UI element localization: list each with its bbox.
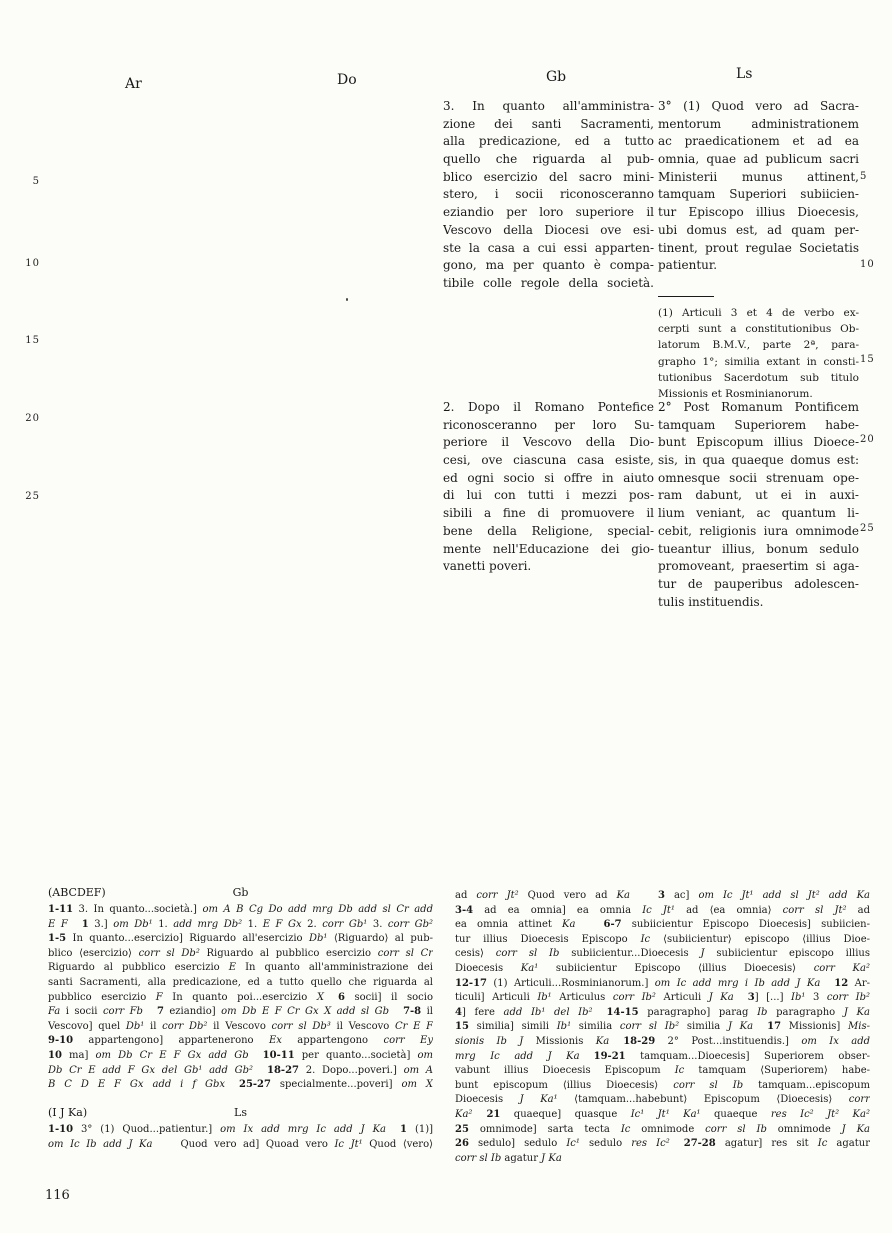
text-line: sis, in qua quaeque domus est:: [658, 453, 859, 468]
text-line: 10 ma] om Db Cr E F Gx add Gb 10-11 per quanto...società] om: [48, 1049, 433, 1061]
text-line: Ka² 21 quaeque] quasque Ic¹ Jt¹ Ka¹ quaeque res Ic² Jt² Ka²: [455, 1108, 870, 1120]
text-line: grapho 1°; similia extant in consti-: [658, 355, 859, 368]
text-line: sibili a fine di promuovere il: [443, 506, 654, 521]
text-line: 2. Dopo il Romano Pontefice: [443, 400, 654, 414]
line-number-right-10: 10: [860, 259, 875, 270]
line-number-right-15: 15: [860, 354, 875, 365]
text-line: lium veniant, ac quantum li-: [658, 506, 859, 521]
text-line: stero, i socii riconosceranno: [443, 187, 654, 202]
line-number-left-10: 10: [25, 258, 40, 269]
text-line: Vescovo] quel Db¹ il corr Db² il Vescovo corr sl Db³ il Vescovo Cr E F: [48, 1020, 433, 1032]
text-line: gono, ma per quanto è compa-: [443, 258, 654, 273]
apparatus-ls-header: [48, 1106, 433, 1123]
text-line: bene della Religione, special-: [443, 523, 654, 538]
column-header-ar: Ar: [125, 76, 142, 92]
text-line: 3-4 ad ea omnia] ea omnia Ic Jt¹ ad ⟨ea omnia⟩ corr sl Jt² ad: [455, 904, 870, 916]
text-line: ea omnia attinet Ka 6-7 subiicientur Episcopo Dioecesis] subiicien-: [455, 919, 870, 931]
line-number-left-25: 25: [25, 491, 40, 502]
text-line: ticuli] Articuli Ib¹ Articulus corr Ib² Articuli J Ka 3] [...] Ib¹ 3 corr Ib²: [455, 992, 870, 1004]
apparatus-right-column: [455, 889, 870, 1166]
text-line: tinent, prout regulae Societatis: [658, 240, 859, 255]
text-line: mente nell'Educazione dei gio-: [443, 541, 654, 556]
text-line: blico ⟨esercizio⟩ corr sl Db² Riguardo al pubblico esercizio corr sl Cr: [48, 947, 433, 959]
text-line: sionis Ib J Missionis Ka 18-29 2° Post...instituendis.] om Ix add: [455, 1035, 870, 1047]
text-line: 4] fere add Ib¹ del Ib² 14-15 paragrapho] parag Ib paragrapho J Ka: [455, 1006, 870, 1018]
text-line: tueantur illius, bonum sedulo: [658, 541, 859, 556]
text-line: bunt Episcopum illius Dioece-: [658, 435, 859, 450]
line-number-left-20: 20: [25, 413, 40, 424]
text-line: (1) Articuli 3 et 4 de verbo ex-: [658, 307, 859, 319]
apparatus-ls-siglum: Ls: [234, 1106, 247, 1119]
text-line: promoveant, praesertim si aga-: [658, 559, 859, 574]
apparatus-gb-siglum: Gb: [232, 886, 249, 899]
text-line: blico esercizio del sacro mini-: [443, 169, 654, 184]
text-line: Riguardo al pubblico esercizio E In quanto all'amministrazione dei: [48, 962, 433, 974]
apparatus-gb-header: [48, 886, 433, 903]
text-line: cesi, ove ciascuna casa esiste,: [443, 453, 654, 468]
text-line: 15 similia] simili Ib¹ similia corr sl Ib² similia J Ka 17 Missionis] Mis-: [455, 1021, 870, 1033]
text-line: tur illius Dioecesis Episcopo Ic ⟨subiicientur⟩ episcopo ⟨illius Dioe-: [455, 933, 870, 945]
text-line: omnia, quae ad publicum sacri: [658, 152, 859, 167]
text-line: 25 omnimode] sarta tecta Ic omnimode corr sl Ib omnimode J Ka: [455, 1123, 870, 1135]
text-line: tamquam Superiori subiicien-: [658, 187, 859, 202]
apparatus-ls-entries: [48, 1123, 433, 1152]
ls-paragraph-3: [658, 98, 859, 275]
text-line: B C D E F Gx add i f Gbx 25-27 specialmente...poveri] om X: [48, 1079, 433, 1091]
text-line: Ministerii munus attinent,: [658, 169, 859, 184]
text-line: vanetti poveri.: [443, 559, 532, 574]
text-line: cesis⟩ corr sl Ib subiicientur...Dioecesis J subiicientur episcopo illius: [455, 948, 870, 960]
text-line: eziandio per loro superiore il: [443, 205, 654, 220]
line-number-left-15: 15: [25, 335, 40, 346]
gb-paragraph-3: [443, 98, 654, 293]
text-line: alla predicazione, ed a tutto: [443, 134, 654, 149]
line-number-right-25: 25: [860, 523, 875, 534]
text-line: omnesque socii strenuam ope-: [658, 470, 859, 485]
text-line: periore il Vescovo della Dio-: [443, 435, 654, 450]
text-line: 1-11 3. In quanto...società.] om A B Cg Do add mrg Db add sl Cr add: [48, 904, 433, 915]
text-line: corr sl Ib agatur J Ka: [455, 1152, 562, 1164]
line-number-left-5: 5: [32, 176, 40, 187]
text-line: Dioecesis Ka¹ subiicientur Episcopo ⟨illius Dioecesis⟩ corr Ka²: [455, 962, 870, 974]
text-line: om Ic Ib add J Ka Quod vero ad] Quoad vero Ic Jt¹ Quod ⟨vero⟩: [48, 1138, 433, 1150]
footnote-separator: [658, 296, 714, 297]
text-line: quello che riguarda al pub-: [443, 152, 654, 167]
text-line: tur Episcopo illius Dioecesis,: [658, 205, 859, 220]
text-line: 3° (1) Quod vero ad Sacra-: [658, 99, 859, 113]
apparatus-ls-block: [48, 1106, 433, 1152]
apparatus-ls-witness-list: (I J Ka): [48, 1106, 88, 1119]
text-line: tur de pauperibus adolescen-: [658, 576, 859, 591]
ls-footnote: [658, 305, 859, 402]
apparatus-gb-witness-list: (ABCDEF): [48, 886, 106, 899]
ink-dot: [346, 298, 348, 301]
text-line: tulis instituendis.: [658, 594, 764, 609]
ls-paragraph-2: [658, 399, 859, 611]
text-line: Dioecesis J Ka¹ ⟨tamquam...habebunt⟩ Episcopum ⟨Dioecesis⟩ corr: [455, 1094, 870, 1106]
text-line: pubblico esercizio F In quanto poi...esercizio X 6 socii] il socio: [48, 991, 433, 1003]
text-line: latorum B.M.V., parte 2ª, para-: [658, 339, 859, 352]
apparatus-gb-block: [48, 886, 433, 1093]
column-header-ls: Ls: [736, 66, 753, 82]
text-line: tutionibus Sacerdotum sub titulo: [658, 371, 859, 384]
text-line: 2° Post Romanum Pontificem: [658, 400, 859, 414]
text-line: riconosceranno per loro Su-: [443, 417, 654, 432]
page-number: 116: [45, 1188, 70, 1203]
column-header-do: Do: [337, 72, 357, 88]
text-line: tamquam Superiorem habe-: [658, 417, 859, 432]
text-line: zione dei santi Sacramenti,: [443, 116, 654, 131]
line-number-right-5: 5: [860, 171, 868, 182]
text-line: 1-10 3° (1) Quod...patientur.] om Ix add mrg Ic add J Ka 1 (1)]: [48, 1124, 433, 1135]
text-line: 12-17 (1) Articuli...Rosminianorum.] om Ic add mrg i Ib add J Ka 12 Ar-: [455, 977, 870, 989]
text-line: bunt episcopum ⟨illius Dioecesis⟩ corr sl Ib tamquam...episcopum: [455, 1079, 870, 1091]
text-line: 3. In quanto all'amministra-: [443, 99, 654, 113]
text-line: 26 sedulo] sedulo Ic¹ sedulo res Ic² 27-28 agatur] res sit Ic agatur: [455, 1138, 870, 1150]
text-line: Missionis et Rosminianorum.: [658, 387, 813, 400]
text-line: patientur.: [658, 258, 718, 273]
text-line: ste la casa a cui essi apparten-: [443, 240, 654, 255]
text-line: cebit, religionis iura omnimode: [658, 523, 859, 538]
text-line: ed ogni socio si offre in aiuto: [443, 470, 654, 485]
text-line: ram dabunt, ut ei in auxi-: [658, 488, 859, 503]
text-line: 9-10 appartengono] appartenerono Ex appartengono corr Ey: [48, 1035, 433, 1047]
text-line: Vescovo della Diocesi ove esi-: [443, 222, 654, 237]
text-line: vabunt illius Dioecesis Episcopum Ic tamquam ⟨Superiorem⟩ habe-: [455, 1065, 870, 1077]
text-line: cerpti sunt a constitutionibus Ob-: [658, 323, 859, 336]
text-line: mentorum administrationem: [658, 116, 859, 131]
text-line: tibile colle regole della società.: [443, 275, 654, 290]
text-line: E F 1 3.] om Db¹ 1. add mrg Db² 1. E F Gx 2. corr Gb¹ 3. corr Gb²: [48, 918, 433, 930]
column-header-gb: Gb: [546, 69, 567, 85]
text-line: 1-5 In quanto...esercizio] Riguardo all'esercizio Db¹ ⟨Riguardo⟩ al pub-: [48, 933, 433, 945]
line-number-right-20: 20: [860, 434, 875, 445]
text-line: santi Sacramenti, alla predicazione, ed a tutto quello che riguarda al: [48, 976, 433, 988]
text-line: mrg Ic add J Ka 19-21 tamquam...Dioecesis] Superiorem obser-: [455, 1050, 870, 1062]
apparatus-gb-entries: [48, 903, 433, 1093]
text-line: di lui con tutti i mezzi pos-: [443, 488, 654, 503]
text-line: ad corr Jt² Quod vero ad Ka 3 ac] om Ic Jt¹ add sl Jt² add Ka: [455, 890, 870, 901]
text-line: ac praedicationem et ad ea: [658, 134, 859, 149]
gb-paragraph-2: [443, 399, 654, 576]
text-line: Db Cr E add F Gx del Gb¹ add Gb² 18-27 2. Dopo...poveri.] om A: [48, 1064, 433, 1076]
text-line: Fa i socii corr Fb 7 eziandio] om Db E F Cr Gx X add sl Gb 7-8 il: [48, 1006, 433, 1018]
apparatus-right-entries: [455, 889, 870, 1166]
text-line: ubi domus est, ad quam per-: [658, 222, 859, 237]
